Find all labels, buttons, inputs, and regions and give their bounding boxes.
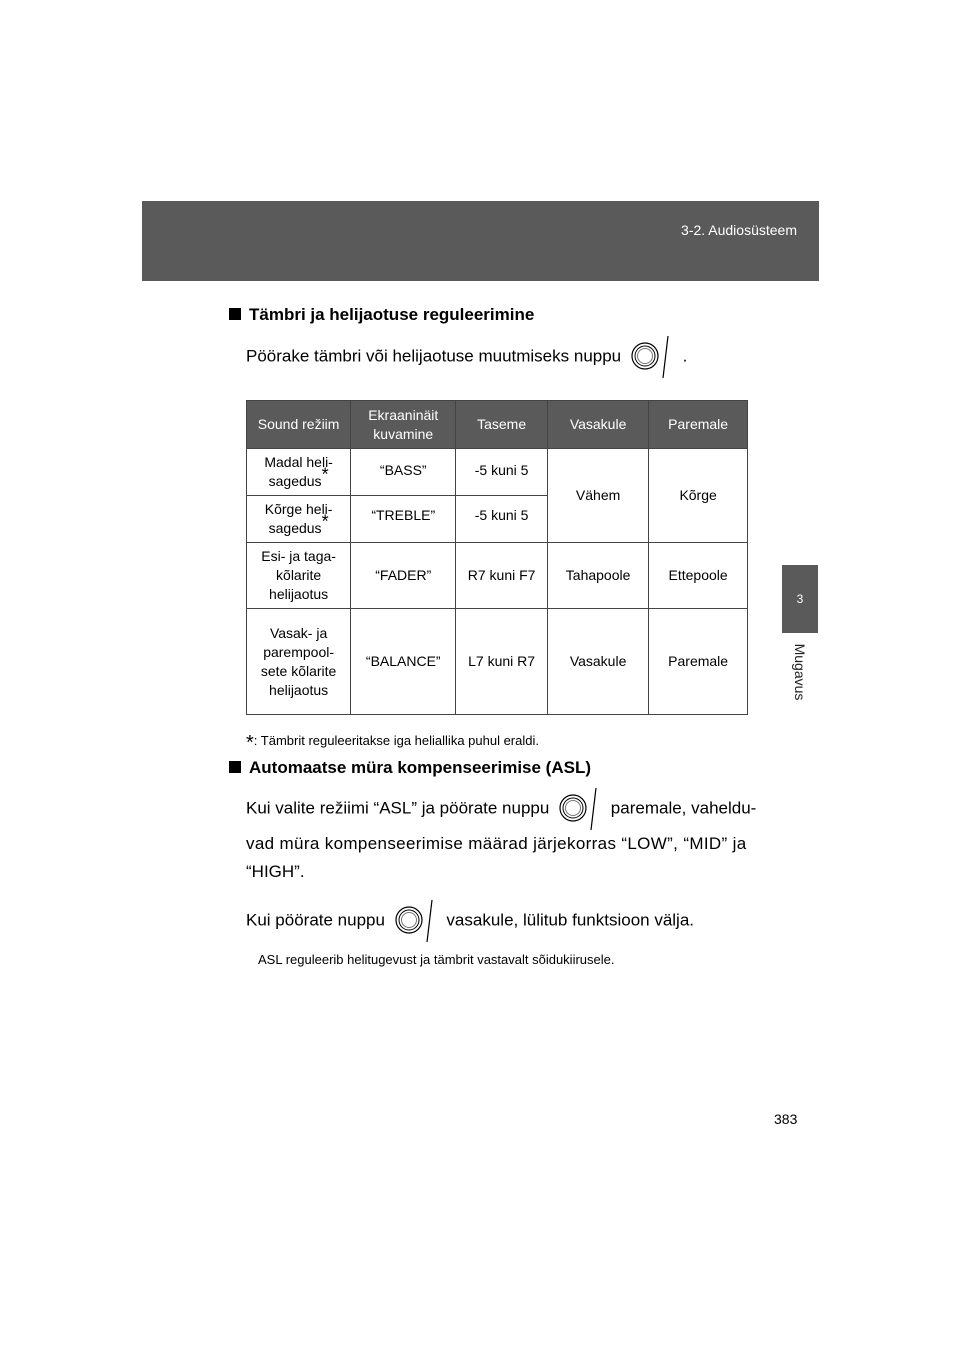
row-display: “BASS” (351, 449, 456, 496)
row-mode: Vasak- ja parempool-sete kõlarite helijaotus (247, 609, 351, 715)
col-header-left: Vasakule (547, 401, 648, 449)
asl-line-4: Kui pöörate nuppu vasakule, lülitub funktsioon välja. (246, 899, 694, 943)
square-bullet-icon (229, 761, 241, 773)
asl-line-2: vad müra kompenseerimise määrad järjekorras “LOW”, “MID” ja (246, 834, 747, 853)
row-level: -5 kuni 5 (456, 496, 548, 543)
col-header-right: Paremale (649, 401, 748, 449)
row-level: R7 kuni F7 (456, 543, 548, 609)
row-mode: Kõrge heli-sagedus* (247, 496, 351, 543)
knob-icon (392, 899, 440, 943)
section-heading-tone: Tämbri ja helijaotuse reguleerimine (229, 305, 534, 325)
table-header-row (247, 401, 748, 449)
header-band (142, 201, 819, 281)
knob-icon (556, 787, 604, 831)
section-heading-asl: Automaatse müra kompenseerimise (ASL) (229, 758, 591, 778)
row-right-shared: Kõrge (649, 449, 748, 543)
col-header-display: Ekraaninäit kuvamine (351, 401, 456, 449)
row-left: Tahapoole (547, 543, 648, 609)
chapter-number: 3 (796, 592, 804, 606)
asl-line-1: Kui valite režiimi “ASL” ja pöörate nuppu paremale, vaheldu- (246, 787, 756, 831)
row-mode: Esi- ja taga-kõlarite helijaotus (247, 543, 351, 609)
row-right: Ettepoole (649, 543, 748, 609)
row-level: -5 kuni 5 (456, 449, 548, 496)
row-display: “BALANCE” (351, 609, 456, 715)
chapter-tab (782, 565, 818, 633)
row-left-shared: Vähem (547, 449, 648, 543)
row-display: “FADER” (351, 543, 456, 609)
col-header-mode: Sound režiim (247, 401, 351, 449)
footnote: *: Tämbrit reguleeritakse iga heliallika puhul eraldi. (246, 732, 539, 754)
instruction-tone: Pöörake tämbri või helijaotuse muutmiseks nuppu . (246, 335, 687, 379)
asl-note: ASL reguleerib helitugevust ja tämbrit vastavalt sõidukiirusele. (258, 952, 615, 967)
chapter-label: Mugavus (792, 643, 808, 701)
table-row (247, 609, 748, 715)
table-row (247, 543, 748, 609)
knob-icon (628, 335, 676, 379)
row-display: “TREBLE” (351, 496, 456, 543)
row-right: Paremale (649, 609, 748, 715)
col-header-level: Taseme (456, 401, 548, 449)
row-left: Vasakule (547, 609, 648, 715)
row-level: L7 kuni R7 (456, 609, 548, 715)
row-mode: Madal heli-sagedus* (247, 449, 351, 496)
page-number: 383 (774, 1111, 798, 1127)
asl-line-3: “HIGH”. (246, 862, 305, 881)
table-row (247, 449, 748, 496)
audio-settings-table (246, 400, 748, 715)
square-bullet-icon (229, 308, 241, 320)
section-title: 3-2. Audiosüsteem (681, 222, 797, 238)
